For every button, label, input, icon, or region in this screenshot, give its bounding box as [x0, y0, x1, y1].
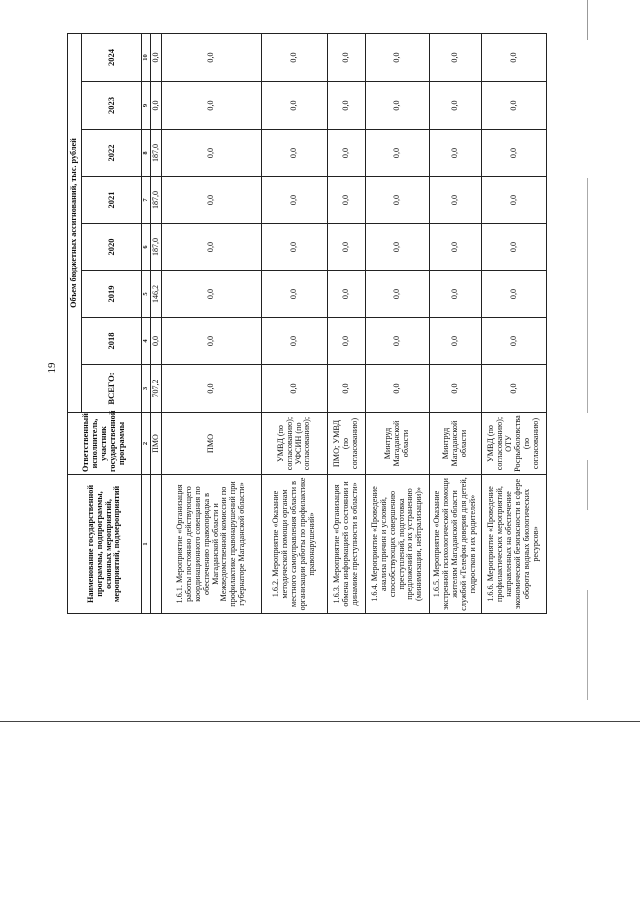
table-row [366, 34, 430, 614]
scan-edge-line [587, 590, 588, 700]
row-value: 0,0 [328, 82, 366, 130]
column-index: 3 [142, 365, 151, 413]
row-value: 0,0 [430, 177, 482, 224]
row-value: 0,0 [482, 224, 547, 271]
header-budget: Объем бюджетных ассигнований, тыс. рублей [68, 34, 82, 413]
row-name: 1.6.3. Мероприятие «Организация обмена информацией о состоянии и динамике преступности в области» [328, 475, 366, 614]
row-value: 0,0 [328, 34, 366, 82]
scan-edge-line [587, 178, 588, 413]
totals-value: 187,0 [151, 224, 162, 271]
row-value: 0,0 [328, 130, 366, 177]
row-value: 0,0 [262, 177, 328, 224]
scan-edge-line [0, 721, 640, 722]
row-value: 0,0 [482, 365, 547, 413]
column-index: 2 [142, 413, 151, 475]
totals-row [151, 34, 162, 614]
row-value: 0,0 [328, 318, 366, 365]
row-value: 0,0 [430, 34, 482, 82]
row-executor: ПМО [162, 413, 262, 475]
row-value: 0,0 [162, 224, 262, 271]
row-value: 0,0 [430, 224, 482, 271]
row-value: 0,0 [482, 82, 547, 130]
row-value: 0,0 [430, 130, 482, 177]
row-value: 0,0 [482, 177, 547, 224]
header-total: ВСЕГО: [82, 365, 142, 413]
row-executor: УМВД (по согласованию); ОТУ Росрыболовства (по согласованию) [482, 413, 547, 475]
row-executor: Минтруд Магаданской области [366, 413, 430, 475]
row-value: 0,0 [262, 365, 328, 413]
totals-value: 0,0 [151, 318, 162, 365]
row-value: 0,0 [162, 318, 262, 365]
row-value: 0,0 [262, 82, 328, 130]
totals-value: 146,2 [151, 271, 162, 318]
column-index: 4 [142, 318, 151, 365]
row-value: 0,0 [162, 82, 262, 130]
row-name: 1.6.5. Мероприятие «Оказание экстренной психологической помощи жителям Магаданской области службой «Телефон доверия для детей, подростков и их родителей» [430, 475, 482, 614]
row-value: 0,0 [430, 82, 482, 130]
header-year: 2020 [82, 224, 142, 271]
row-value: 0,0 [366, 365, 430, 413]
scan-edge-line [587, 460, 588, 510]
row-value: 0,0 [262, 271, 328, 318]
column-index: 5 [142, 271, 151, 318]
header-year: 2021 [82, 177, 142, 224]
budget-table [67, 33, 547, 614]
row-value: 0,0 [366, 318, 430, 365]
row-value: 0,0 [366, 82, 430, 130]
totals-value: 187,0 [151, 177, 162, 224]
row-name: 1.6.2. Мероприятие «Оказание методической помощи органам местного самоуправления области в организации работы по профилактике правонарушений» [262, 475, 328, 614]
table-row [162, 34, 262, 614]
table-row [328, 34, 366, 614]
header-executor: Ответственный исполнитель, участник государственной программы [68, 413, 142, 475]
row-executor: ПМО; УМВД (по согласованию) [328, 413, 366, 475]
totals-executor: ПМО [151, 413, 162, 475]
header-year: 2019 [82, 271, 142, 318]
column-index-row [142, 34, 151, 614]
row-value: 0,0 [482, 318, 547, 365]
row-executor: Минтруд Магаданской области [430, 413, 482, 475]
totals-name-cell [151, 475, 162, 614]
row-value: 0,0 [430, 318, 482, 365]
row-value: 0,0 [262, 224, 328, 271]
column-index: 10 [142, 34, 151, 82]
column-index: 8 [142, 130, 151, 177]
row-value: 0,0 [482, 130, 547, 177]
row-value: 0,0 [262, 130, 328, 177]
row-value: 0,0 [482, 271, 547, 318]
table-row [482, 34, 547, 614]
row-name: 1.6.1. Мероприятие «Организация работы постоянно действующего координационного совещания по обеспечению правопорядка в Магаданской области и Межведомственной комиссии по профилактике правонарушений при губернаторе Магаданской области» [162, 475, 262, 614]
row-value: 0,0 [328, 271, 366, 318]
row-value: 0,0 [262, 34, 328, 82]
row-value: 0,0 [262, 318, 328, 365]
row-value: 0,0 [162, 365, 262, 413]
row-value: 0,0 [328, 365, 366, 413]
scan-edge-line [587, 0, 588, 40]
row-executor: УМВД (по согласованию); УФСИН (по согласованию); [262, 413, 328, 475]
totals-value: 0,0 [151, 82, 162, 130]
row-value: 0,0 [366, 177, 430, 224]
row-value: 0,0 [430, 271, 482, 318]
header-name: Наименование государственной программы, подпрограммы, основных мероприятий, мероприятий, подмероприятий [68, 475, 142, 614]
header-year: 2023 [82, 82, 142, 130]
row-value: 0,0 [162, 130, 262, 177]
rotated-table-container [67, 34, 540, 614]
row-value: 0,0 [162, 271, 262, 318]
row-value: 0,0 [366, 271, 430, 318]
row-value: 0,0 [328, 224, 366, 271]
row-value: 0,0 [366, 224, 430, 271]
column-index: 7 [142, 177, 151, 224]
row-value: 0,0 [162, 177, 262, 224]
column-index: 1 [142, 475, 151, 614]
table-row [430, 34, 482, 614]
totals-value: 0,0 [151, 34, 162, 82]
totals-value: 187,0 [151, 130, 162, 177]
row-name: 1.6.6. Мероприятие «Проведение профилактических мероприятий, направленных на обеспечение экономической безопасности в сфере оборота водных биологических ресурсов» [482, 475, 547, 614]
row-value: 0,0 [162, 34, 262, 82]
row-value: 0,0 [366, 130, 430, 177]
row-value: 0,0 [482, 34, 547, 82]
totals-value: 707,2 [151, 365, 162, 413]
row-value: 0,0 [430, 365, 482, 413]
header-year: 2022 [82, 130, 142, 177]
page-number: 19 [46, 362, 58, 374]
table-row [262, 34, 328, 614]
column-index: 6 [142, 224, 151, 271]
row-value: 0,0 [328, 177, 366, 224]
row-value: 0,0 [366, 34, 430, 82]
header-year: 2024 [82, 34, 142, 82]
header-year: 2018 [82, 318, 142, 365]
row-name: 1.6.4. Мероприятие «Проведение анализа причин и условий, способствующих совершению преступлений, подготовка предложений по их устранению (минимизации, нейтрализации)» [366, 475, 430, 614]
column-index: 9 [142, 82, 151, 130]
